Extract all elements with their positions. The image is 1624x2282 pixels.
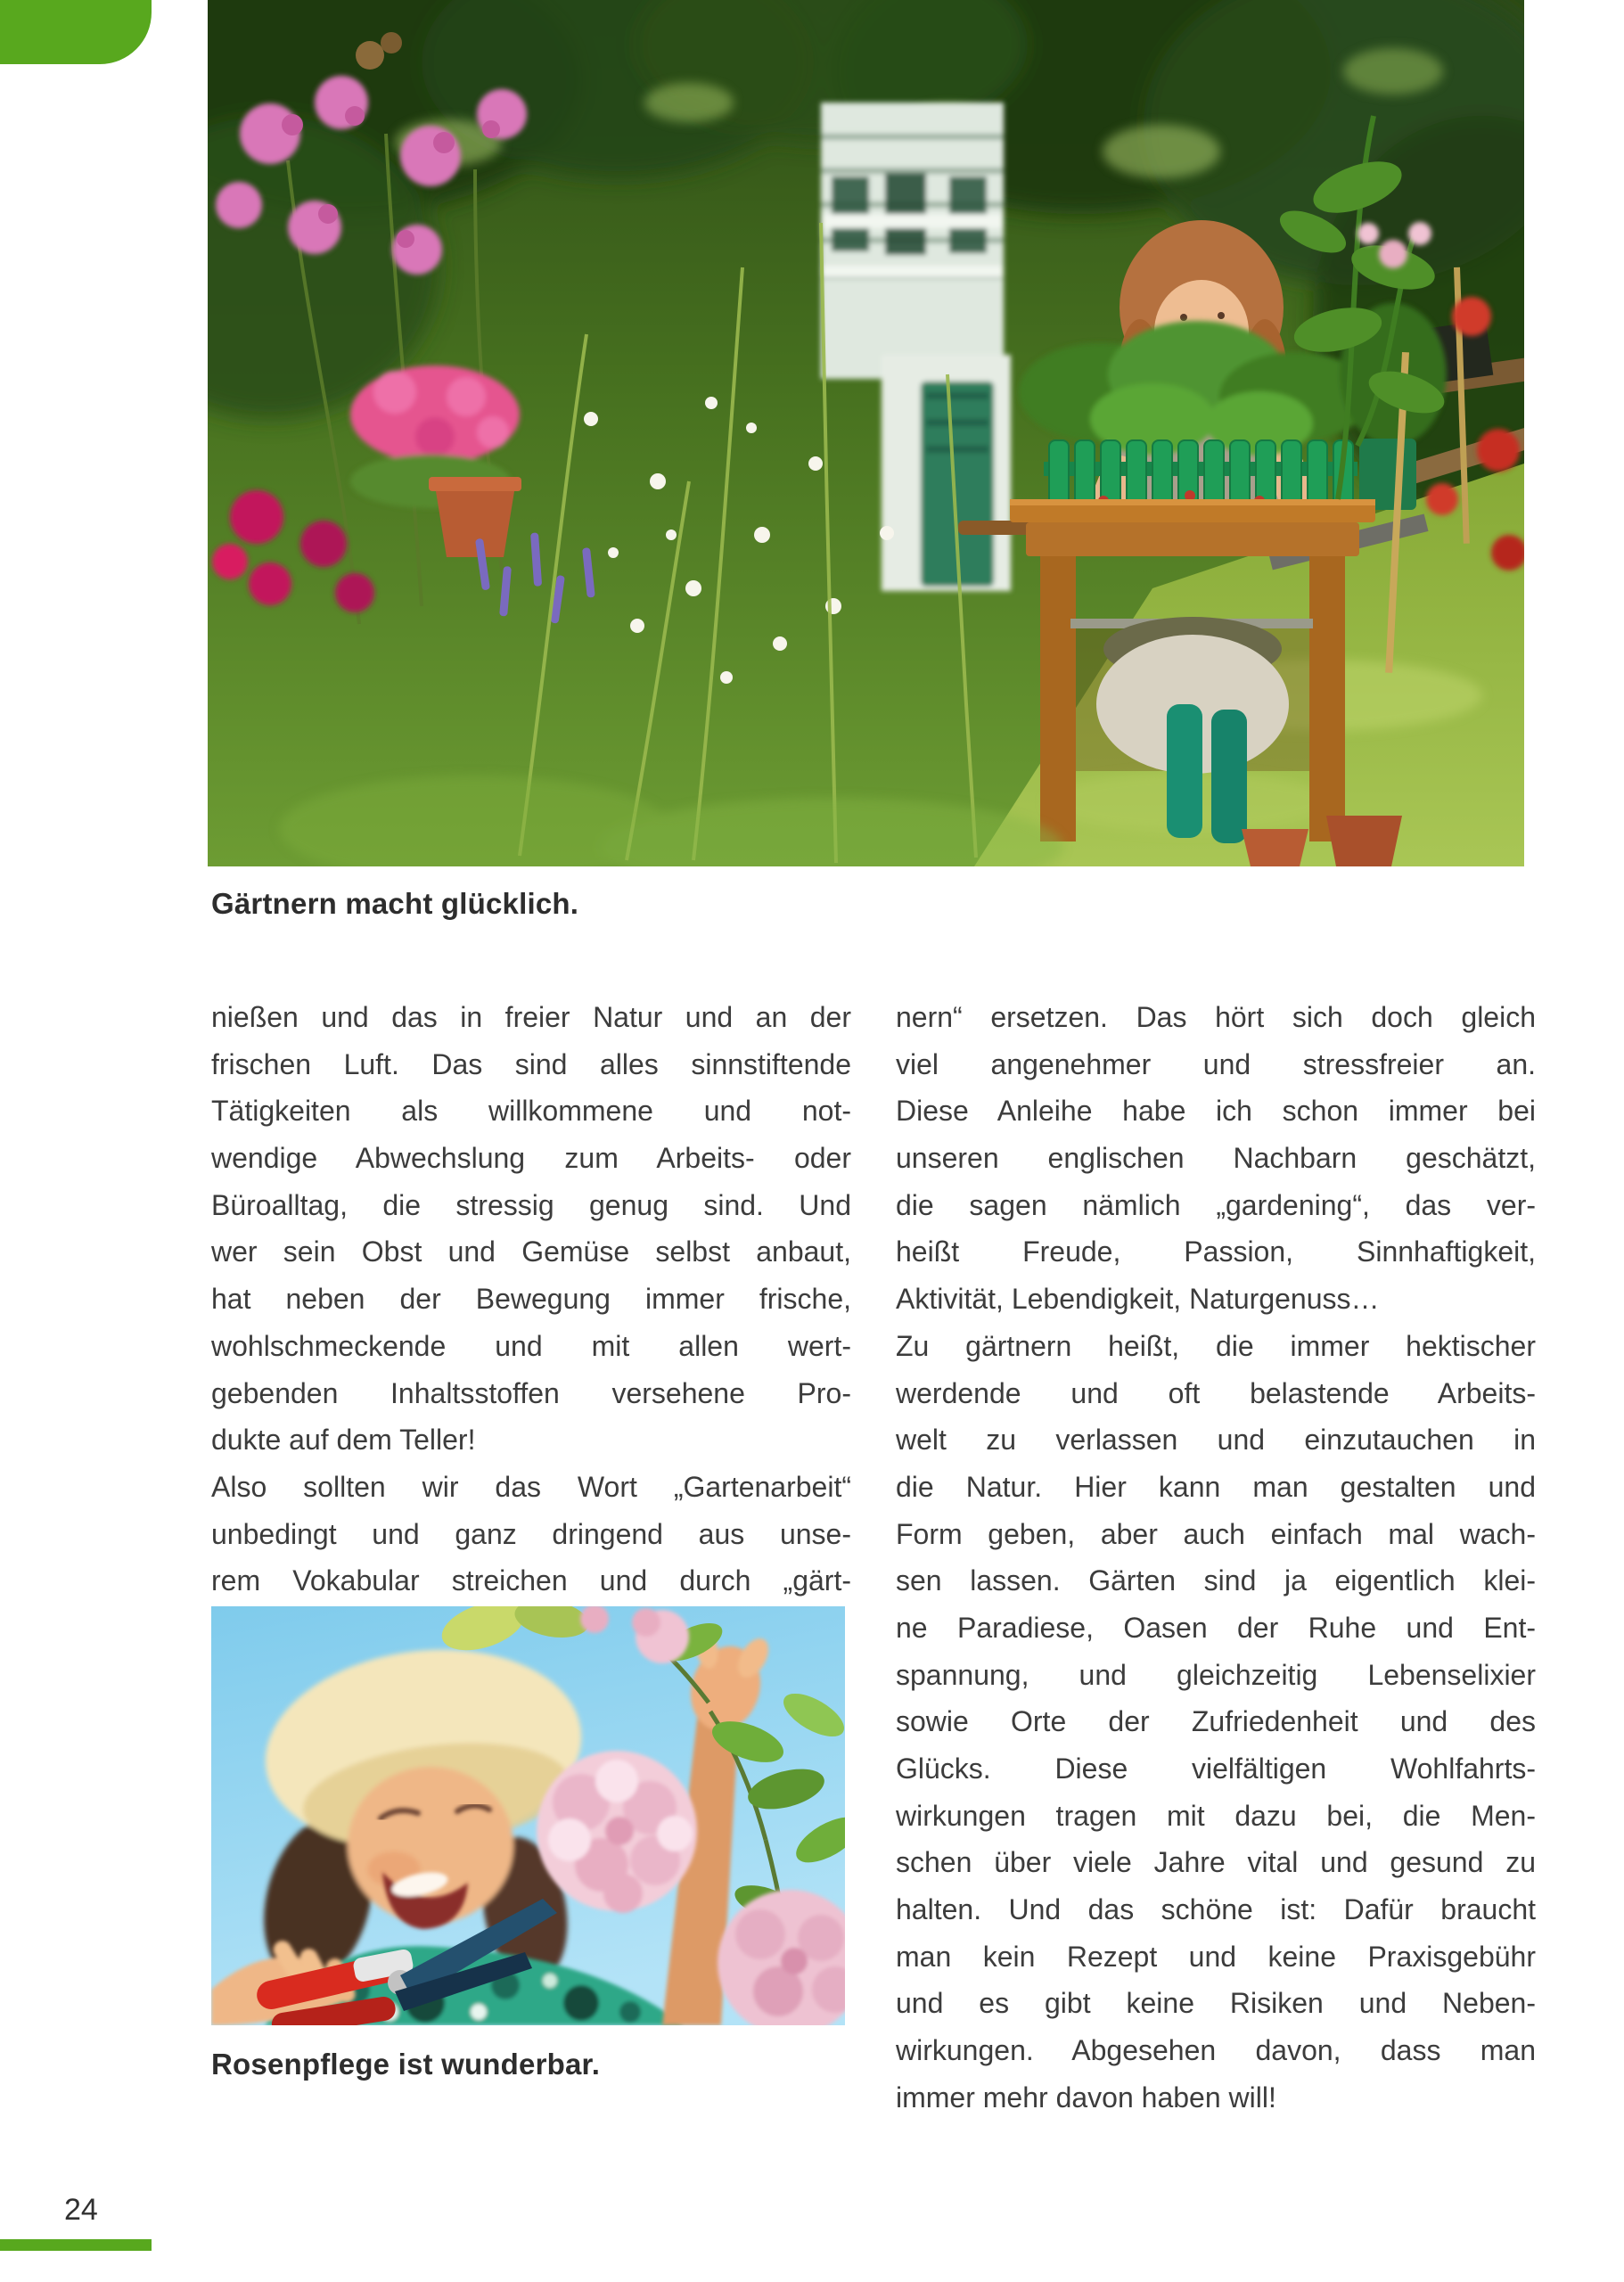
text-line: unseren englischen Nachbarn geschätzt, (896, 1142, 1536, 1175)
text-line: halten. Und das schöne ist: Dafür braucht (896, 1893, 1536, 1926)
text-line: rem Vokabular streichen und durch „gärt- (211, 1564, 851, 1597)
text-line: man kein Rezept und keine Praxisgebühr (896, 1940, 1536, 1973)
text-line: immer mehr davon haben will! (896, 2081, 1276, 2114)
text-line: hat neben der Bewegung immer frische, (211, 1283, 851, 1316)
rose-pruning-photo (211, 1606, 845, 2025)
text-line: Aktivität, Lebendigkeit, Naturgenuss… (896, 1283, 1380, 1316)
text-column-right (896, 994, 1536, 2122)
text-line: die Natur. Hier kann man gestalten und (896, 1470, 1536, 1503)
text-line: wirkungen. Abgesehen davon, dass man (896, 2034, 1536, 2067)
text-line: heißt Freude, Passion, Sinnhaftigkeit, (896, 1235, 1536, 1268)
text-line: Also sollten wir das Wort „Gartenarbeit“ (211, 1470, 851, 1503)
rose-photo-caption: Rosenpflege ist wunderbar. (211, 2048, 601, 2081)
green-bottom-bar (0, 2239, 152, 2251)
text-line: frischen Luft. Das sind alles sinnstiftende (211, 1047, 851, 1080)
text-line: Zu gärtnern heißt, die immer hektischer (896, 1329, 1536, 1362)
text-line: nießen und das in freier Natur und an der (211, 1001, 851, 1033)
text-line: Diese Anleihe habe ich schon immer bei (896, 1095, 1536, 1128)
text-line: nern“ ersetzen. Das hört sich doch gleich (896, 1001, 1536, 1033)
text-line: ne Paradiese, Oasen der Ruhe und Ent- (896, 1611, 1536, 1644)
text-line: wer sein Obst und Gemüse selbst anbaut, (211, 1235, 851, 1268)
text-line: die sagen nämlich „gardening“, das ver- (896, 1188, 1536, 1221)
garden-photo-art (208, 0, 1524, 866)
text-line: Form geben, aber auch einfach mal wach- (896, 1517, 1536, 1550)
text-line: werdende und oft belastende Arbeits- (896, 1376, 1536, 1409)
text-line: schen über viele Jahre vital und gesund zu (896, 1846, 1536, 1879)
text-line: viel angenehmer und stressfreier an. (896, 1047, 1536, 1080)
text-line: Tätigkeiten als willkommene und not- (211, 1095, 851, 1128)
rose-photo-art (211, 1606, 845, 2025)
text-line: sowie Orte der Zufriedenheit und des (896, 1705, 1536, 1738)
text-line: dukte auf dem Teller! (211, 1424, 476, 1457)
text-line: Glücks. Diese vielfältigen Wohlfahrts- (896, 1753, 1536, 1785)
garden-photo-caption: Gärtnern macht glücklich. (211, 887, 579, 920)
text-line: wirkungen tragen mit dazu bei, die Men- (896, 1799, 1536, 1832)
text-line: Büroalltag, die stressig genug sind. Und (211, 1188, 851, 1221)
text-line: sen lassen. Gärten sind ja eigentlich klei- (896, 1564, 1536, 1597)
text-line: welt zu verlassen und einzutauchen in (896, 1424, 1536, 1457)
text-line: wendige Abwechslung zum Arbeits- oder (211, 1142, 851, 1175)
green-corner-tab (0, 0, 152, 64)
text-line: spannung, und gleichzeitig Lebenselixier (896, 1658, 1536, 1691)
text-line: unbedingt und ganz dringend aus unse- (211, 1517, 851, 1550)
text-line: wohlschmeckende und mit allen wert- (211, 1329, 851, 1362)
page-number: 24 (64, 2193, 98, 2227)
garden-photo (208, 0, 1524, 866)
text-line: und es gibt keine Risiken und Neben- (896, 1987, 1536, 2020)
text-line: gebenden Inhaltsstoffen versehene Pro- (211, 1376, 851, 1409)
text-column-left (211, 994, 851, 1605)
